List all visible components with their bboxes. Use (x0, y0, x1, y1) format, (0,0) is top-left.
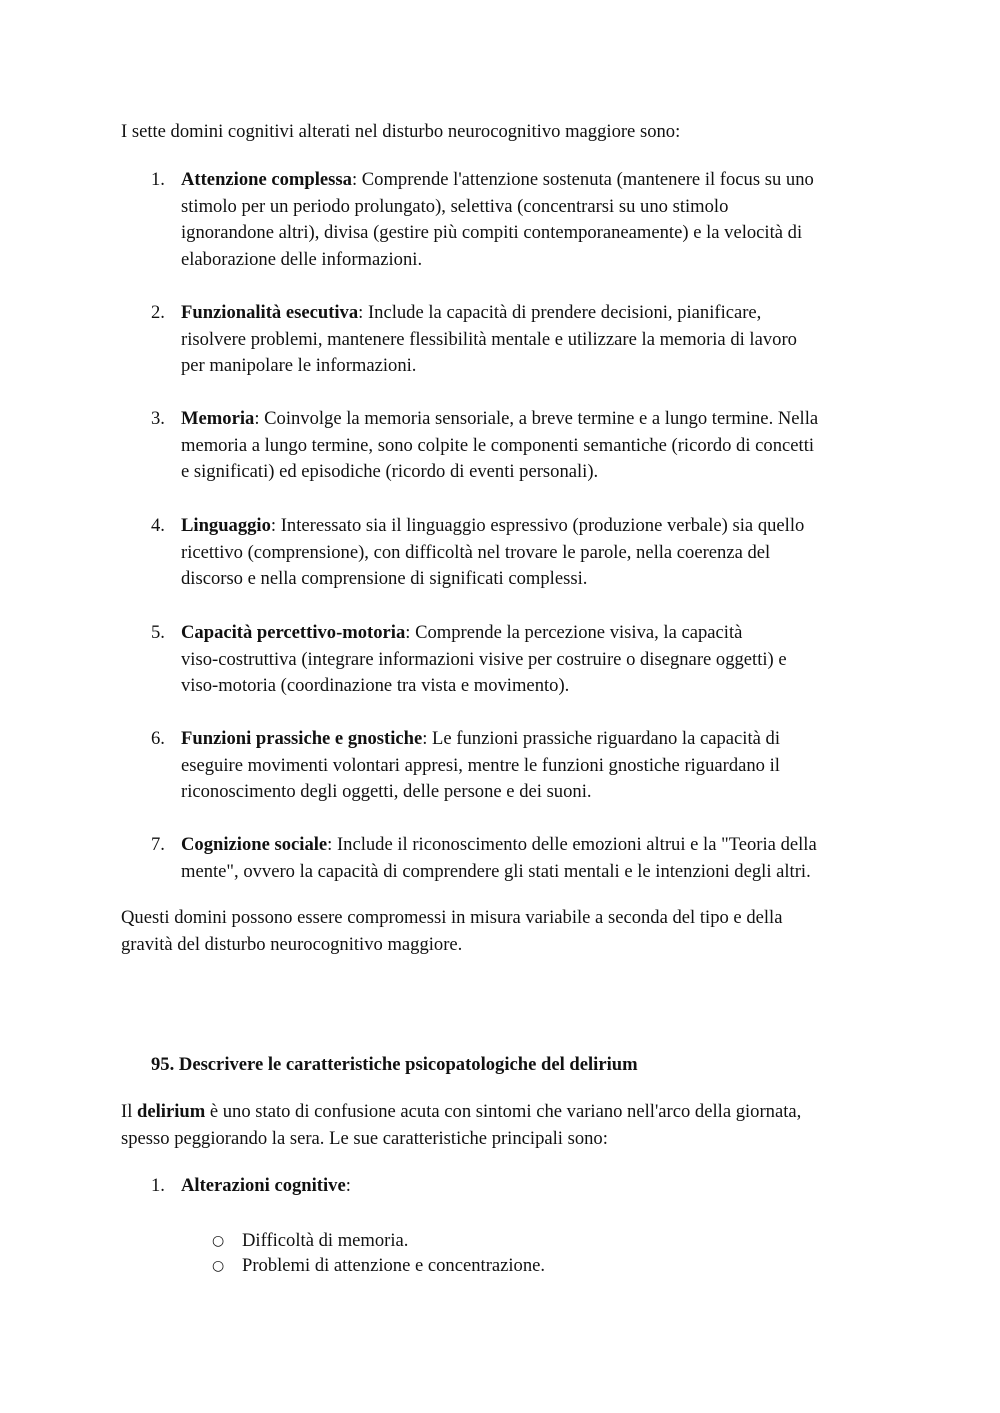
domain-title: Funzioni prassiche e gnostiche (181, 728, 423, 749)
domain-title: Capacità percettivo-motoria (181, 622, 406, 643)
delirium-intro-paragraph: Il delirium è uno stato di confusione acuta con sintomi che variano nell'arco della giornata, spesso peggiorando la sera. Le sue caratteristiche principali sono: (121, 1101, 802, 1149)
list-item-text: Attenzione complessa: Comprende l'attenzione sostenuta (mantenere il focus su uno stimolo per un periodo prolungato), selettiva (concentrarsi su uno stimolo ignorandone altri), divisa (gestire più compiti contemporaneamente) e la velocità di elaborazione delle informazioni. (181, 169, 814, 270)
bullet-text: Difficoltà di memoria. (242, 1230, 409, 1251)
domain-title: Funzionalità esecutiva (181, 302, 359, 323)
section-heading: 95. Descrivere le caratteristiche psicopatologiche del delirium (151, 1054, 638, 1075)
list-item-text: Linguaggio: Interessato sia il linguaggio espressivo (produzione verbale) sia quello ricettivo (comprensione), con difficoltà nel trovare le parole, nella coerenza del discorso e nella comprensione di significati complessi. (181, 515, 805, 590)
delirium-term: delirium (137, 1101, 206, 1122)
list-number: 4. (151, 515, 165, 536)
list-item-text: Funzioni prassiche e gnostiche: Le funzioni prassiche riguardano la capacità di eseguire movimenti volontari appresi, mentre le funzioni gnostiche riguardano il riconoscimento degli oggetti, delle persone e dei suoni. (181, 728, 780, 803)
list-number: 6. (151, 728, 165, 749)
item-title: Alterazioni cognitive (181, 1175, 346, 1196)
bullet-text: Problemi di attenzione e concentrazione. (242, 1255, 546, 1276)
conclusion-paragraph: Questi domini possono essere compromessi in misura variabile a seconda del tipo e della gravità del disturbo neurocognitivo maggiore. (121, 907, 783, 955)
domain-title: Attenzione complessa (181, 169, 352, 190)
domain-title: Memoria (181, 408, 255, 429)
list-item-text: Capacità percettivo-motoria: Comprende la percezione visiva, la capacità viso-costruttiva (integrare informazioni visive per costruire o disegnare oggetti) e viso-motoria (coordinazione tra vista e movimento). (181, 622, 787, 697)
circle-bullet-icon: ○ (212, 1233, 225, 1249)
list-number: 2. (151, 302, 165, 323)
list-item-text: Alterazioni cognitive: (181, 1175, 351, 1196)
domain-title: Cognizione sociale (181, 834, 328, 855)
list-number: 3. (151, 408, 165, 429)
list-number: 1. (151, 169, 165, 190)
list-number: 1. (151, 1175, 165, 1196)
list-number: 7. (151, 834, 165, 855)
list-number: 5. (151, 622, 165, 643)
list-item-text: Cognizione sociale: Include il riconoscimento delle emozioni altrui e la "Teoria della mente", ovvero la capacità di comprendere gli stati mentali e le intenzioni degli altri. (181, 834, 817, 882)
intro-paragraph: I sette domini cognitivi alterati nel disturbo neurocognitivo maggiore sono: (121, 121, 681, 142)
circle-bullet-icon: ○ (212, 1258, 225, 1274)
list-item-text: Memoria: Coinvolge la memoria sensoriale, a breve termine e a lungo termine. Nella memoria a lungo termine, sono colpite le componenti semantiche (ricordo di concetti e significati) ed episodiche (ricordo di eventi personali). (181, 408, 819, 483)
domain-title: Linguaggio (181, 515, 271, 536)
list-item-text: Funzionalità esecutiva: Include la capacità di prendere decisioni, pianificare, risolvere problemi, mantenere flessibilità mentale e utilizzare la memoria di lavoro per manipolare le informazioni. (181, 302, 797, 377)
